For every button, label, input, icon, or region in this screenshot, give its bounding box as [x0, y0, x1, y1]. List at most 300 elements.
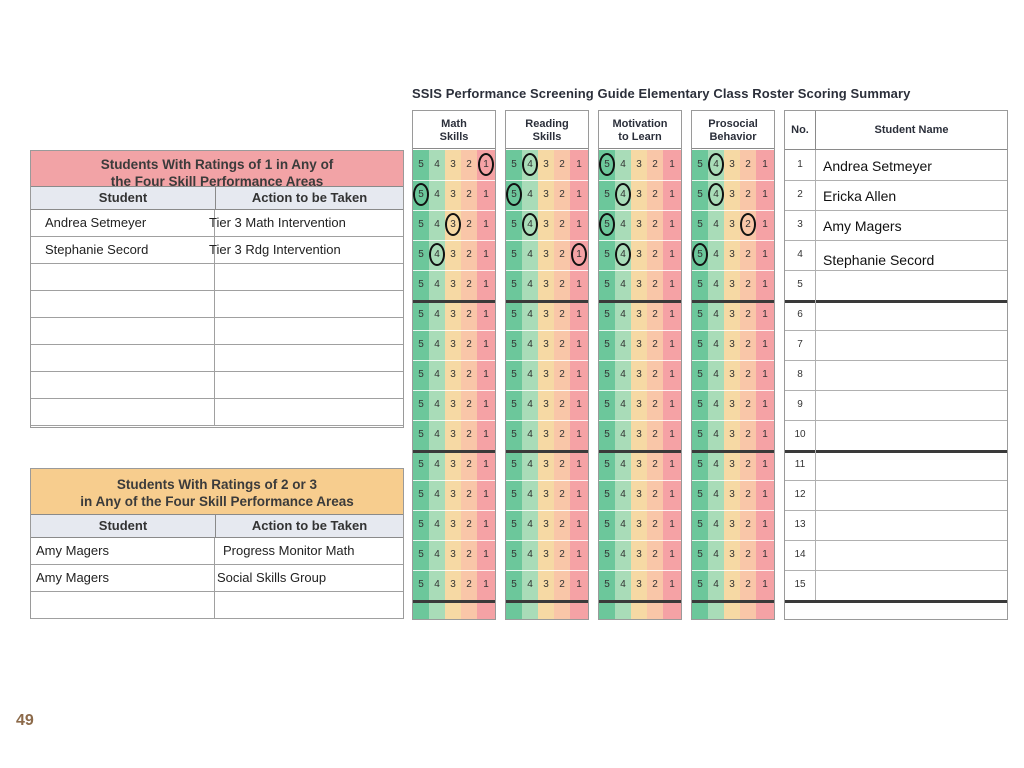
- rating-option-4[interactable]: 4: [713, 489, 719, 500]
- rating-option-2[interactable]: 2: [559, 219, 565, 230]
- rating-option-2[interactable]: 2: [559, 399, 565, 410]
- rating-option-2[interactable]: 2: [559, 339, 565, 350]
- rating-option-4[interactable]: 4: [620, 369, 626, 380]
- rating-option-3[interactable]: 3: [450, 369, 456, 380]
- rating-option-4[interactable]: 4: [434, 399, 440, 410]
- rating-option-1[interactable]: 1: [576, 399, 582, 410]
- rating-option-4[interactable]: 4: [434, 219, 440, 230]
- rating-option-1[interactable]: 1: [576, 489, 582, 500]
- rating-option-5[interactable]: 5: [697, 459, 703, 470]
- rating-option-3[interactable]: 3: [450, 339, 456, 350]
- rating-option-4[interactable]: 4: [434, 339, 440, 350]
- rating-option-2[interactable]: 2: [745, 399, 751, 410]
- rating-option-2[interactable]: 2: [745, 549, 751, 560]
- rating-option-3[interactable]: 3: [636, 459, 642, 470]
- rating-option-5[interactable]: 5: [511, 579, 517, 590]
- rating-option-5[interactable]: 5: [418, 339, 424, 350]
- rating-option-2[interactable]: 2: [652, 159, 658, 170]
- rating-option-2[interactable]: 2: [745, 489, 751, 500]
- rating-option-1[interactable]: 1: [576, 429, 582, 440]
- rating-option-1[interactable]: 1: [669, 249, 675, 260]
- rating-option-2[interactable]: 2: [559, 279, 565, 290]
- rating-option-4[interactable]: 4: [713, 459, 719, 470]
- rating-option-1[interactable]: 1: [669, 159, 675, 170]
- rating-option-2[interactable]: 2: [652, 399, 658, 410]
- rating-option-4[interactable]: 4: [527, 219, 533, 230]
- rating-option-3[interactable]: 3: [636, 279, 642, 290]
- rating-option-2[interactable]: 2: [652, 279, 658, 290]
- rating-option-5[interactable]: 5: [697, 369, 703, 380]
- rating-option-3[interactable]: 3: [450, 279, 456, 290]
- rating-option-1[interactable]: 1: [762, 519, 768, 530]
- rating-option-1[interactable]: 1: [483, 339, 489, 350]
- rating-option-2[interactable]: 2: [559, 489, 565, 500]
- rating-option-3[interactable]: 3: [729, 549, 735, 560]
- rating-option-5[interactable]: 5: [511, 219, 517, 230]
- rating-option-2[interactable]: 2: [466, 399, 472, 410]
- rating-option-2[interactable]: 2: [466, 249, 472, 260]
- rating-option-4[interactable]: 4: [620, 429, 626, 440]
- rating-option-3[interactable]: 3: [729, 309, 735, 320]
- rating-option-3[interactable]: 3: [729, 189, 735, 200]
- rating-option-4[interactable]: 4: [713, 279, 719, 290]
- rating-option-2[interactable]: 2: [466, 339, 472, 350]
- rating-option-5[interactable]: 5: [418, 189, 424, 200]
- rating-option-1[interactable]: 1: [762, 189, 768, 200]
- rating-option-3[interactable]: 3: [543, 339, 549, 350]
- rating-option-2[interactable]: 2: [559, 369, 565, 380]
- rating-option-4[interactable]: 4: [434, 549, 440, 560]
- rating-option-2[interactable]: 2: [652, 369, 658, 380]
- rating-option-5[interactable]: 5: [604, 369, 610, 380]
- rating-option-1[interactable]: 1: [669, 309, 675, 320]
- rating-option-4[interactable]: 4: [620, 219, 626, 230]
- rating-option-1[interactable]: 1: [483, 459, 489, 470]
- rating-option-4[interactable]: 4: [713, 219, 719, 230]
- rating-option-5[interactable]: 5: [511, 249, 517, 260]
- rating-option-3[interactable]: 3: [543, 399, 549, 410]
- rating-option-3[interactable]: 3: [729, 249, 735, 260]
- rating-option-1[interactable]: 1: [483, 549, 489, 560]
- rating-option-2[interactable]: 2: [745, 309, 751, 320]
- rating-option-5[interactable]: 5: [697, 279, 703, 290]
- rating-option-1[interactable]: 1: [669, 459, 675, 470]
- rating-option-1[interactable]: 1: [576, 249, 582, 260]
- rating-option-2[interactable]: 2: [466, 429, 472, 440]
- rating-option-5[interactable]: 5: [418, 519, 424, 530]
- rating-option-5[interactable]: 5: [697, 429, 703, 440]
- rating-option-3[interactable]: 3: [450, 399, 456, 410]
- rating-option-4[interactable]: 4: [434, 459, 440, 470]
- rating-option-5[interactable]: 5: [604, 519, 610, 530]
- rating-option-2[interactable]: 2: [559, 249, 565, 260]
- rating-option-4[interactable]: 4: [620, 489, 626, 500]
- rating-option-2[interactable]: 2: [466, 189, 472, 200]
- rating-option-1[interactable]: 1: [576, 189, 582, 200]
- rating-option-5[interactable]: 5: [418, 249, 424, 260]
- rating-option-5[interactable]: 5: [604, 219, 610, 230]
- rating-option-5[interactable]: 5: [511, 549, 517, 560]
- rating-option-4[interactable]: 4: [527, 489, 533, 500]
- rating-option-3[interactable]: 3: [729, 339, 735, 350]
- rating-option-3[interactable]: 3: [543, 309, 549, 320]
- rating-option-3[interactable]: 3: [636, 399, 642, 410]
- rating-option-5[interactable]: 5: [511, 279, 517, 290]
- rating-option-4[interactable]: 4: [527, 549, 533, 560]
- rating-option-1[interactable]: 1: [576, 219, 582, 230]
- rating-option-4[interactable]: 4: [713, 429, 719, 440]
- rating-option-1[interactable]: 1: [669, 579, 675, 590]
- rating-option-2[interactable]: 2: [466, 459, 472, 470]
- rating-option-5[interactable]: 5: [511, 339, 517, 350]
- rating-option-2[interactable]: 2: [559, 549, 565, 560]
- rating-option-4[interactable]: 4: [434, 159, 440, 170]
- rating-option-5[interactable]: 5: [418, 579, 424, 590]
- rating-option-1[interactable]: 1: [762, 309, 768, 320]
- rating-option-1[interactable]: 1: [483, 399, 489, 410]
- rating-option-4[interactable]: 4: [434, 369, 440, 380]
- rating-option-3[interactable]: 3: [636, 249, 642, 260]
- rating-option-1[interactable]: 1: [483, 579, 489, 590]
- rating-option-3[interactable]: 3: [543, 549, 549, 560]
- rating-option-4[interactable]: 4: [713, 579, 719, 590]
- rating-option-3[interactable]: 3: [636, 579, 642, 590]
- rating-option-1[interactable]: 1: [576, 279, 582, 290]
- rating-option-1[interactable]: 1: [483, 219, 489, 230]
- rating-option-3[interactable]: 3: [543, 519, 549, 530]
- rating-option-5[interactable]: 5: [418, 429, 424, 440]
- rating-option-4[interactable]: 4: [527, 159, 533, 170]
- rating-option-4[interactable]: 4: [620, 549, 626, 560]
- rating-option-4[interactable]: 4: [620, 579, 626, 590]
- rating-option-5[interactable]: 5: [604, 579, 610, 590]
- rating-option-1[interactable]: 1: [762, 579, 768, 590]
- rating-option-2[interactable]: 2: [559, 579, 565, 590]
- rating-option-5[interactable]: 5: [697, 309, 703, 320]
- rating-option-3[interactable]: 3: [729, 399, 735, 410]
- rating-option-4[interactable]: 4: [620, 279, 626, 290]
- rating-option-3[interactable]: 3: [636, 159, 642, 170]
- rating-option-4[interactable]: 4: [713, 189, 719, 200]
- rating-option-2[interactable]: 2: [745, 249, 751, 260]
- rating-option-5[interactable]: 5: [697, 549, 703, 560]
- rating-option-3[interactable]: 3: [450, 189, 456, 200]
- rating-option-5[interactable]: 5: [511, 489, 517, 500]
- rating-option-4[interactable]: 4: [713, 309, 719, 320]
- rating-option-5[interactable]: 5: [511, 309, 517, 320]
- rating-option-2[interactable]: 2: [466, 579, 472, 590]
- rating-option-4[interactable]: 4: [713, 159, 719, 170]
- rating-option-2[interactable]: 2: [466, 549, 472, 560]
- rating-option-1[interactable]: 1: [483, 429, 489, 440]
- rating-option-3[interactable]: 3: [543, 249, 549, 260]
- rating-option-5[interactable]: 5: [604, 429, 610, 440]
- rating-option-5[interactable]: 5: [697, 249, 703, 260]
- rating-option-5[interactable]: 5: [604, 249, 610, 260]
- rating-option-1[interactable]: 1: [669, 549, 675, 560]
- rating-option-1[interactable]: 1: [762, 489, 768, 500]
- rating-option-4[interactable]: 4: [527, 189, 533, 200]
- rating-option-1[interactable]: 1: [669, 189, 675, 200]
- rating-option-2[interactable]: 2: [466, 159, 472, 170]
- rating-option-5[interactable]: 5: [604, 189, 610, 200]
- rating-option-5[interactable]: 5: [697, 519, 703, 530]
- rating-option-5[interactable]: 5: [604, 399, 610, 410]
- rating-option-1[interactable]: 1: [762, 369, 768, 380]
- rating-option-5[interactable]: 5: [697, 399, 703, 410]
- rating-option-5[interactable]: 5: [604, 339, 610, 350]
- rating-option-5[interactable]: 5: [418, 459, 424, 470]
- rating-option-1[interactable]: 1: [576, 309, 582, 320]
- rating-option-4[interactable]: 4: [434, 279, 440, 290]
- rating-option-2[interactable]: 2: [652, 519, 658, 530]
- rating-option-5[interactable]: 5: [697, 189, 703, 200]
- rating-option-5[interactable]: 5: [697, 159, 703, 170]
- rating-option-3[interactable]: 3: [729, 519, 735, 530]
- rating-option-1[interactable]: 1: [762, 159, 768, 170]
- rating-option-1[interactable]: 1: [483, 309, 489, 320]
- rating-option-2[interactable]: 2: [466, 309, 472, 320]
- rating-option-1[interactable]: 1: [483, 159, 489, 170]
- rating-option-4[interactable]: 4: [713, 369, 719, 380]
- rating-option-1[interactable]: 1: [483, 489, 489, 500]
- rating-option-2[interactable]: 2: [745, 339, 751, 350]
- rating-option-4[interactable]: 4: [527, 459, 533, 470]
- rating-option-4[interactable]: 4: [620, 249, 626, 260]
- rating-option-3[interactable]: 3: [450, 489, 456, 500]
- rating-option-3[interactable]: 3: [729, 429, 735, 440]
- rating-option-2[interactable]: 2: [652, 429, 658, 440]
- rating-option-1[interactable]: 1: [762, 459, 768, 470]
- rating-option-4[interactable]: 4: [527, 399, 533, 410]
- rating-option-1[interactable]: 1: [669, 339, 675, 350]
- rating-option-5[interactable]: 5: [511, 459, 517, 470]
- rating-option-3[interactable]: 3: [450, 459, 456, 470]
- rating-option-1[interactable]: 1: [669, 519, 675, 530]
- rating-option-4[interactable]: 4: [527, 249, 533, 260]
- rating-option-3[interactable]: 3: [543, 279, 549, 290]
- rating-option-2[interactable]: 2: [745, 519, 751, 530]
- rating-option-4[interactable]: 4: [620, 519, 626, 530]
- rating-option-4[interactable]: 4: [527, 369, 533, 380]
- rating-option-4[interactable]: 4: [713, 249, 719, 260]
- rating-option-2[interactable]: 2: [652, 219, 658, 230]
- rating-option-5[interactable]: 5: [511, 159, 517, 170]
- rating-option-4[interactable]: 4: [620, 309, 626, 320]
- rating-option-3[interactable]: 3: [543, 579, 549, 590]
- rating-option-4[interactable]: 4: [527, 309, 533, 320]
- rating-option-5[interactable]: 5: [418, 219, 424, 230]
- rating-option-5[interactable]: 5: [418, 309, 424, 320]
- rating-option-4[interactable]: 4: [620, 189, 626, 200]
- rating-option-3[interactable]: 3: [450, 549, 456, 560]
- rating-option-2[interactable]: 2: [745, 219, 751, 230]
- rating-option-2[interactable]: 2: [559, 429, 565, 440]
- rating-option-2[interactable]: 2: [559, 519, 565, 530]
- rating-option-1[interactable]: 1: [762, 429, 768, 440]
- rating-option-1[interactable]: 1: [576, 549, 582, 560]
- rating-option-4[interactable]: 4: [434, 579, 440, 590]
- rating-option-5[interactable]: 5: [418, 369, 424, 380]
- rating-option-5[interactable]: 5: [418, 489, 424, 500]
- rating-option-1[interactable]: 1: [483, 369, 489, 380]
- rating-option-5[interactable]: 5: [697, 489, 703, 500]
- rating-option-2[interactable]: 2: [745, 159, 751, 170]
- rating-option-3[interactable]: 3: [636, 219, 642, 230]
- rating-option-5[interactable]: 5: [418, 399, 424, 410]
- rating-option-5[interactable]: 5: [511, 429, 517, 440]
- rating-option-5[interactable]: 5: [697, 219, 703, 230]
- rating-option-1[interactable]: 1: [669, 429, 675, 440]
- rating-option-2[interactable]: 2: [745, 369, 751, 380]
- rating-option-2[interactable]: 2: [466, 519, 472, 530]
- rating-option-4[interactable]: 4: [434, 429, 440, 440]
- rating-option-1[interactable]: 1: [576, 369, 582, 380]
- rating-option-3[interactable]: 3: [450, 309, 456, 320]
- rating-option-2[interactable]: 2: [466, 369, 472, 380]
- rating-option-2[interactable]: 2: [652, 579, 658, 590]
- rating-option-5[interactable]: 5: [418, 279, 424, 290]
- rating-option-2[interactable]: 2: [745, 279, 751, 290]
- rating-option-3[interactable]: 3: [729, 279, 735, 290]
- rating-option-3[interactable]: 3: [636, 549, 642, 560]
- rating-option-2[interactable]: 2: [745, 459, 751, 470]
- rating-option-3[interactable]: 3: [636, 189, 642, 200]
- rating-option-4[interactable]: 4: [620, 339, 626, 350]
- rating-option-5[interactable]: 5: [511, 399, 517, 410]
- rating-option-4[interactable]: 4: [713, 339, 719, 350]
- rating-option-4[interactable]: 4: [434, 309, 440, 320]
- rating-option-1[interactable]: 1: [576, 459, 582, 470]
- rating-option-3[interactable]: 3: [729, 459, 735, 470]
- rating-option-3[interactable]: 3: [543, 459, 549, 470]
- rating-option-3[interactable]: 3: [450, 579, 456, 590]
- rating-option-1[interactable]: 1: [762, 399, 768, 410]
- rating-option-3[interactable]: 3: [543, 189, 549, 200]
- rating-option-1[interactable]: 1: [762, 249, 768, 260]
- rating-option-2[interactable]: 2: [652, 459, 658, 470]
- rating-option-5[interactable]: 5: [604, 459, 610, 470]
- rating-option-3[interactable]: 3: [636, 339, 642, 350]
- rating-option-4[interactable]: 4: [434, 189, 440, 200]
- rating-option-4[interactable]: 4: [527, 519, 533, 530]
- rating-option-5[interactable]: 5: [697, 339, 703, 350]
- rating-option-3[interactable]: 3: [729, 369, 735, 380]
- rating-option-5[interactable]: 5: [604, 549, 610, 560]
- rating-option-1[interactable]: 1: [669, 369, 675, 380]
- rating-option-1[interactable]: 1: [669, 489, 675, 500]
- rating-option-2[interactable]: 2: [652, 489, 658, 500]
- rating-option-3[interactable]: 3: [729, 159, 735, 170]
- rating-option-2[interactable]: 2: [745, 429, 751, 440]
- rating-option-3[interactable]: 3: [636, 369, 642, 380]
- rating-option-4[interactable]: 4: [527, 579, 533, 590]
- rating-option-1[interactable]: 1: [762, 219, 768, 230]
- rating-option-3[interactable]: 3: [729, 579, 735, 590]
- rating-option-5[interactable]: 5: [604, 279, 610, 290]
- rating-option-2[interactable]: 2: [652, 339, 658, 350]
- rating-option-4[interactable]: 4: [434, 249, 440, 260]
- rating-option-3[interactable]: 3: [636, 519, 642, 530]
- rating-option-2[interactable]: 2: [466, 489, 472, 500]
- rating-option-1[interactable]: 1: [576, 159, 582, 170]
- rating-option-4[interactable]: 4: [434, 519, 440, 530]
- rating-option-3[interactable]: 3: [729, 489, 735, 500]
- rating-option-4[interactable]: 4: [713, 549, 719, 560]
- rating-option-3[interactable]: 3: [450, 249, 456, 260]
- rating-option-3[interactable]: 3: [636, 309, 642, 320]
- rating-option-1[interactable]: 1: [762, 549, 768, 560]
- rating-option-5[interactable]: 5: [511, 189, 517, 200]
- rating-option-3[interactable]: 3: [450, 219, 456, 230]
- rating-option-2[interactable]: 2: [559, 189, 565, 200]
- rating-option-5[interactable]: 5: [697, 579, 703, 590]
- rating-option-1[interactable]: 1: [576, 339, 582, 350]
- rating-option-2[interactable]: 2: [745, 579, 751, 590]
- rating-option-1[interactable]: 1: [669, 279, 675, 290]
- rating-option-5[interactable]: 5: [511, 369, 517, 380]
- rating-option-1[interactable]: 1: [483, 249, 489, 260]
- rating-option-2[interactable]: 2: [466, 279, 472, 290]
- rating-option-3[interactable]: 3: [636, 489, 642, 500]
- rating-option-5[interactable]: 5: [604, 159, 610, 170]
- rating-option-4[interactable]: 4: [620, 459, 626, 470]
- rating-option-1[interactable]: 1: [576, 519, 582, 530]
- rating-option-1[interactable]: 1: [576, 579, 582, 590]
- rating-option-2[interactable]: 2: [466, 219, 472, 230]
- rating-option-4[interactable]: 4: [434, 489, 440, 500]
- rating-option-5[interactable]: 5: [604, 309, 610, 320]
- rating-option-3[interactable]: 3: [729, 219, 735, 230]
- rating-option-3[interactable]: 3: [543, 219, 549, 230]
- rating-option-3[interactable]: 3: [543, 369, 549, 380]
- rating-option-3[interactable]: 3: [450, 159, 456, 170]
- rating-option-3[interactable]: 3: [450, 429, 456, 440]
- rating-option-4[interactable]: 4: [527, 279, 533, 290]
- rating-option-3[interactable]: 3: [543, 489, 549, 500]
- rating-option-1[interactable]: 1: [483, 279, 489, 290]
- rating-option-3[interactable]: 3: [543, 159, 549, 170]
- rating-option-2[interactable]: 2: [745, 189, 751, 200]
- rating-option-5[interactable]: 5: [511, 519, 517, 530]
- rating-option-3[interactable]: 3: [450, 519, 456, 530]
- rating-option-2[interactable]: 2: [652, 549, 658, 560]
- rating-option-2[interactable]: 2: [652, 189, 658, 200]
- rating-option-3[interactable]: 3: [636, 429, 642, 440]
- rating-option-2[interactable]: 2: [559, 459, 565, 470]
- rating-option-3[interactable]: 3: [543, 429, 549, 440]
- rating-option-2[interactable]: 2: [559, 309, 565, 320]
- rating-option-2[interactable]: 2: [652, 249, 658, 260]
- rating-option-4[interactable]: 4: [713, 399, 719, 410]
- rating-option-1[interactable]: 1: [762, 279, 768, 290]
- rating-option-4[interactable]: 4: [527, 429, 533, 440]
- rating-option-5[interactable]: 5: [604, 489, 610, 500]
- rating-option-1[interactable]: 1: [483, 519, 489, 530]
- rating-option-5[interactable]: 5: [418, 549, 424, 560]
- rating-option-4[interactable]: 4: [527, 339, 533, 350]
- rating-option-2[interactable]: 2: [559, 159, 565, 170]
- rating-option-4[interactable]: 4: [620, 159, 626, 170]
- rating-option-2[interactable]: 2: [652, 309, 658, 320]
- rating-option-1[interactable]: 1: [762, 339, 768, 350]
- rating-option-1[interactable]: 1: [669, 219, 675, 230]
- rating-option-1[interactable]: 1: [669, 399, 675, 410]
- rating-option-4[interactable]: 4: [620, 399, 626, 410]
- rating-option-1[interactable]: 1: [483, 189, 489, 200]
- rating-option-4[interactable]: 4: [713, 519, 719, 530]
- rating-option-5[interactable]: 5: [418, 159, 424, 170]
